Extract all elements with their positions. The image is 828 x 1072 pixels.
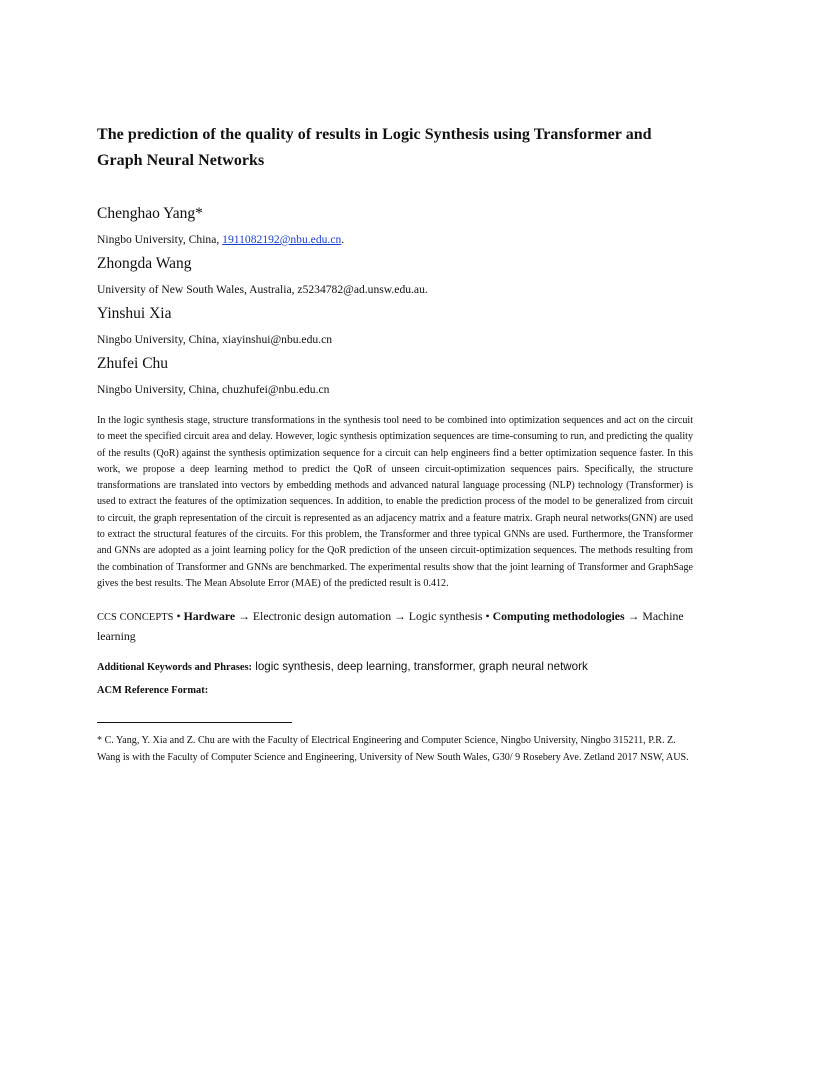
author-affiliation: Ningbo University, China, chuzhufei@nbu.edu.cn [97,383,330,396]
ccs-concepts [97,607,693,645]
author-entry [97,204,693,247]
paper-title: The prediction of the quality of results in Logic Synthesis using Transformer and Graph Neural Networks [97,126,652,169]
keywords-text: logic synthesis, deep learning, transformer, graph neural network [252,660,588,674]
ccs-computing: Computing methodologies [492,609,625,624]
author-name: Yinshui Xia [97,305,172,322]
footnote [97,732,693,766]
abstract-text: In the logic synthesis stage, structure transformations in the synthesis tool need to be combined into optimization sequences and act on the circuit to meet the specified circuit area and delay. However, logic synthesis optimization sequences are time-consuming to run, and predicting the quality of the results (QoR) against the synthesis optimization sequence for a circuit can help engineers find a better optimization sequence faster. In this work, we propose a deep learning method to predict the QoR of unseen circuit-optimization sequences pairs. Specifically, the structure transformations are translated into vectors by embedding methods and advanced natural language processing (NLP) technology (Transformer) is used to extract the features of the optimization sequences. In addition, to enable the prediction process of the model to be generalized from circuit to circuit, the graph representation of the circuit is represented as an adjacency matrix and a feature matrix. Graph neural networks(GNN) are used to extract the structural features of the circuits. For this problem, the Transformer and three typical GNNs are used. Furthermore, the Transformer and GNNs are adopted as a joint learning policy for the QoR prediction of the unseen circuit-optimization sequences. The methods resulting from the combination of Transformer and GNNs are benchmarked. The experimental results show that the joint learning of Transformer and GraphSage gives the best results. The Mean Absolute Error (MAE) of the predicted result is 0.412. [97,415,693,589]
author-affiliation: Ningbo University, China, xiayinshui@nbu.edu.cn [97,333,333,346]
author-entry [97,354,693,397]
ccs-bullet: • [173,609,184,624]
affiliation-text: Ningbo University, China, [97,233,223,246]
ccs-computing-path: → Machine learning [97,609,684,644]
acm-reference-heading: ACM Reference Format: [97,685,209,697]
author-name: Chenghao Yang* [97,205,203,222]
author-entry [97,304,693,347]
ccs-label: CCS CONCEPTS [97,612,174,624]
keywords [97,658,693,676]
author-name: Zhufei Chu [97,355,169,372]
author-affiliation: University of New South Wales, Australia, z5234782@ad.unsw.edu.au. [97,283,428,296]
ccs-bullet: • [482,609,493,624]
footnote-text: * C. Yang, Y. Xia and Z. Chu are with the Faculty of Electrical Engineering and Computer Science, Ningbo University, Ningbo 315211, P.R. Z. Wang is with the Faculty of Computer Science and Engineering, University of New South Wales, G30/ 9 Rosebery Ave. Zetland 2017 NSW, AUS. [97,735,689,764]
ccs-hardware: Hardware [183,609,236,624]
author-list [97,204,693,397]
author-email-link[interactable]: 1911082192@nbu.edu.cn [222,233,342,246]
keywords-label: Additional Keywords and Phrases: [97,662,253,674]
ccs-hardware-path: → Electronic design automation → Logic synthesis [235,609,483,624]
author-affiliation [97,232,693,247]
footnote-divider [97,722,292,723]
abstract [97,413,693,592]
paper-page [97,122,693,766]
author-entry [97,254,693,297]
author-name: Zhongda Wang [97,255,192,272]
affiliation-suffix: . [341,233,345,246]
